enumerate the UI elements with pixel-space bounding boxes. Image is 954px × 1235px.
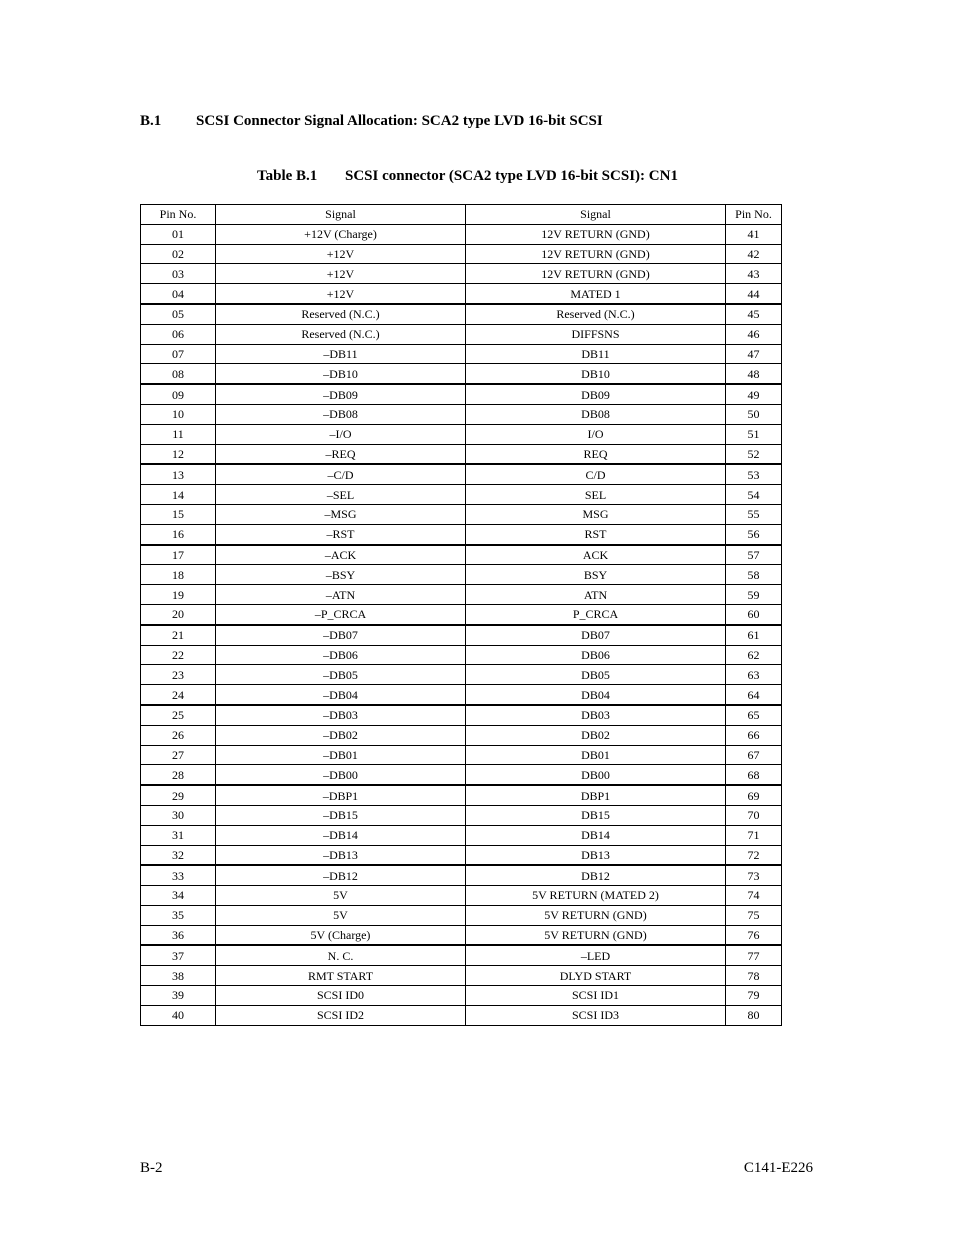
table-header-row: [141, 205, 782, 225]
cell-pin-no-right: 69: [726, 785, 782, 805]
cell-pin-no-right: 61: [726, 625, 782, 645]
cell-signal-right: C/D: [466, 464, 726, 484]
cell-pin-no-left: 23: [141, 665, 216, 685]
cell-signal-left: –DB01: [216, 745, 466, 765]
cell-pin-no-right: 64: [726, 685, 782, 705]
cell-signal-left: –REQ: [216, 444, 466, 464]
cell-signal-right: –LED: [466, 945, 726, 965]
cell-pin-no-right: 59: [726, 585, 782, 605]
cell-signal-left: Reserved (N.C.): [216, 304, 466, 324]
cell-pin-no-left: 14: [141, 485, 216, 505]
cell-signal-right: DB04: [466, 685, 726, 705]
pin-table: [140, 204, 782, 1026]
cell-signal-right: DBP1: [466, 785, 726, 805]
cell-pin-no-left: 07: [141, 344, 216, 364]
table-row: [141, 886, 782, 906]
cell-signal-left: RMT START: [216, 966, 466, 986]
cell-pin-no-left: 16: [141, 524, 216, 544]
cell-signal-right: SEL: [466, 485, 726, 505]
cell-signal-right: ATN: [466, 585, 726, 605]
cell-pin-no-left: 30: [141, 805, 216, 825]
cell-signal-right: DB07: [466, 625, 726, 645]
cell-signal-left: 5V: [216, 905, 466, 925]
table-row: [141, 545, 782, 565]
cell-signal-left: –I/O: [216, 424, 466, 444]
cell-pin-no-left: 12: [141, 444, 216, 464]
cell-signal-right: DB11: [466, 344, 726, 364]
cell-pin-no-right: 70: [726, 805, 782, 825]
cell-signal-right: DB00: [466, 765, 726, 785]
table-row: [141, 765, 782, 785]
cell-pin-no-right: 60: [726, 604, 782, 624]
cell-pin-no-right: 55: [726, 504, 782, 524]
cell-pin-no-right: 68: [726, 765, 782, 785]
cell-pin-no-left: 08: [141, 364, 216, 384]
cell-pin-no-right: 74: [726, 886, 782, 906]
cell-pin-no-left: 18: [141, 565, 216, 585]
table-row: [141, 304, 782, 324]
section-heading: [140, 113, 603, 130]
cell-signal-right: P_CRCA: [466, 604, 726, 624]
table-row: [141, 524, 782, 544]
page-number: B-2: [140, 1160, 163, 1176]
cell-pin-no-left: 20: [141, 604, 216, 624]
cell-signal-right: DIFFSNS: [466, 324, 726, 344]
table-row: [141, 585, 782, 605]
table-caption: [257, 168, 678, 185]
cell-pin-no-right: 75: [726, 905, 782, 925]
cell-signal-left: –RST: [216, 524, 466, 544]
cell-pin-no-right: 46: [726, 324, 782, 344]
cell-signal-right: ACK: [466, 545, 726, 565]
table-row: [141, 665, 782, 685]
table-row: [141, 604, 782, 624]
cell-pin-no-right: 67: [726, 745, 782, 765]
table-row: [141, 745, 782, 765]
cell-signal-left: Reserved (N.C.): [216, 324, 466, 344]
table-row: [141, 244, 782, 264]
cell-pin-no-left: 03: [141, 264, 216, 284]
cell-signal-right: DB02: [466, 725, 726, 745]
cell-pin-no-left: 11: [141, 424, 216, 444]
table-row: [141, 424, 782, 444]
header-signal-right: Signal: [466, 205, 726, 225]
cell-pin-no-left: 10: [141, 404, 216, 424]
cell-signal-left: –DB02: [216, 725, 466, 745]
cell-pin-no-left: 31: [141, 825, 216, 845]
table-title: SCSI connector (SCA2 type LVD 16-bit SCSI): CN1: [345, 168, 678, 184]
cell-signal-left: –ACK: [216, 545, 466, 565]
cell-pin-no-right: 44: [726, 284, 782, 304]
cell-signal-right: DB05: [466, 665, 726, 685]
cell-signal-right: SCSI ID3: [466, 1005, 726, 1025]
table-row: [141, 785, 782, 805]
cell-pin-no-left: 35: [141, 905, 216, 925]
cell-pin-no-right: 66: [726, 725, 782, 745]
table-row: [141, 645, 782, 665]
cell-signal-left: –SEL: [216, 485, 466, 505]
cell-pin-no-right: 71: [726, 825, 782, 845]
cell-signal-left: –DB07: [216, 625, 466, 645]
cell-pin-no-left: 17: [141, 545, 216, 565]
cell-signal-right: MSG: [466, 504, 726, 524]
cell-signal-left: –DB00: [216, 765, 466, 785]
cell-signal-left: –P_CRCA: [216, 604, 466, 624]
table-row: [141, 925, 782, 945]
table-row: [141, 725, 782, 745]
cell-signal-right: MATED 1: [466, 284, 726, 304]
cell-signal-right: BSY: [466, 565, 726, 585]
cell-signal-right: I/O: [466, 424, 726, 444]
cell-signal-right: DB13: [466, 845, 726, 865]
cell-pin-no-left: 19: [141, 585, 216, 605]
cell-pin-no-right: 77: [726, 945, 782, 965]
cell-pin-no-left: 15: [141, 504, 216, 524]
section-title: SCSI Connector Signal Allocation: SCA2 type LVD 16-bit SCSI: [196, 113, 603, 129]
cell-signal-left: –BSY: [216, 565, 466, 585]
cell-pin-no-left: 28: [141, 765, 216, 785]
document-code: C141-E226: [743, 1160, 813, 1176]
table-row: [141, 384, 782, 404]
cell-pin-no-right: 65: [726, 705, 782, 725]
cell-pin-no-left: 37: [141, 945, 216, 965]
cell-pin-no-left: 33: [141, 865, 216, 885]
cell-pin-no-right: 43: [726, 264, 782, 284]
cell-pin-no-left: 32: [141, 845, 216, 865]
cell-signal-right: 5V RETURN (MATED 2): [466, 886, 726, 906]
cell-pin-no-left: 27: [141, 745, 216, 765]
cell-pin-no-right: 80: [726, 1005, 782, 1025]
cell-pin-no-right: 79: [726, 986, 782, 1006]
cell-signal-left: +12V: [216, 264, 466, 284]
table-row: [141, 825, 782, 845]
cell-signal-right: DB10: [466, 364, 726, 384]
cell-signal-right: DB01: [466, 745, 726, 765]
cell-pin-no-right: 56: [726, 524, 782, 544]
cell-pin-no-left: 21: [141, 625, 216, 645]
cell-signal-right: DB09: [466, 384, 726, 404]
cell-signal-left: –C/D: [216, 464, 466, 484]
table-row: [141, 966, 782, 986]
table-row: [141, 565, 782, 585]
cell-pin-no-right: 45: [726, 304, 782, 324]
cell-pin-no-left: 06: [141, 324, 216, 344]
cell-pin-no-left: 24: [141, 685, 216, 705]
cell-pin-no-left: 04: [141, 284, 216, 304]
table-row: [141, 324, 782, 344]
cell-signal-left: –DB08: [216, 404, 466, 424]
cell-pin-no-left: 39: [141, 986, 216, 1006]
table-row: [141, 685, 782, 705]
cell-signal-right: DB14: [466, 825, 726, 845]
cell-pin-no-right: 57: [726, 545, 782, 565]
cell-signal-left: –DB11: [216, 344, 466, 364]
cell-signal-left: 5V: [216, 886, 466, 906]
table-row: [141, 464, 782, 484]
pin-table-body: [141, 224, 782, 1025]
cell-pin-no-right: 62: [726, 645, 782, 665]
cell-pin-no-right: 42: [726, 244, 782, 264]
table-number: Table B.1: [257, 168, 318, 184]
cell-pin-no-right: 47: [726, 344, 782, 364]
cell-pin-no-left: 13: [141, 464, 216, 484]
cell-pin-no-left: 25: [141, 705, 216, 725]
cell-signal-left: SCSI ID0: [216, 986, 466, 1006]
table-row: [141, 945, 782, 965]
cell-signal-left: N. C.: [216, 945, 466, 965]
cell-signal-left: –DB13: [216, 845, 466, 865]
cell-signal-right: 5V RETURN (GND): [466, 925, 726, 945]
cell-signal-left: –DB15: [216, 805, 466, 825]
table-row: [141, 905, 782, 925]
cell-signal-right: RST: [466, 524, 726, 544]
cell-pin-no-left: 36: [141, 925, 216, 945]
table-row: [141, 845, 782, 865]
table-row: [141, 485, 782, 505]
table-row: [141, 865, 782, 885]
table-row: [141, 805, 782, 825]
cell-pin-no-right: 63: [726, 665, 782, 685]
cell-signal-right: 5V RETURN (GND): [466, 905, 726, 925]
cell-signal-left: –DBP1: [216, 785, 466, 805]
cell-pin-no-left: 01: [141, 224, 216, 244]
cell-pin-no-left: 22: [141, 645, 216, 665]
cell-pin-no-right: 58: [726, 565, 782, 585]
cell-signal-right: DLYD START: [466, 966, 726, 986]
table-row: [141, 224, 782, 244]
cell-pin-no-right: 78: [726, 966, 782, 986]
table-row: [141, 986, 782, 1006]
cell-signal-left: –DB06: [216, 645, 466, 665]
cell-pin-no-right: 49: [726, 384, 782, 404]
cell-signal-right: DB15: [466, 805, 726, 825]
cell-signal-left: –DB10: [216, 364, 466, 384]
table-row: [141, 504, 782, 524]
cell-pin-no-left: 09: [141, 384, 216, 404]
cell-signal-left: –DB04: [216, 685, 466, 705]
cell-pin-no-left: 26: [141, 725, 216, 745]
cell-pin-no-right: 54: [726, 485, 782, 505]
cell-signal-left: –DB09: [216, 384, 466, 404]
cell-pin-no-left: 38: [141, 966, 216, 986]
cell-pin-no-left: 02: [141, 244, 216, 264]
table-row: [141, 264, 782, 284]
table-row: [141, 284, 782, 304]
header-pin-no-right: Pin No.: [726, 205, 782, 225]
cell-signal-left: +12V: [216, 284, 466, 304]
cell-signal-right: DB03: [466, 705, 726, 725]
cell-pin-no-left: 05: [141, 304, 216, 324]
cell-pin-no-left: 34: [141, 886, 216, 906]
cell-signal-left: –MSG: [216, 504, 466, 524]
table-row: [141, 404, 782, 424]
cell-signal-left: –DB12: [216, 865, 466, 885]
table-row: [141, 1005, 782, 1025]
cell-pin-no-right: 52: [726, 444, 782, 464]
cell-signal-right: REQ: [466, 444, 726, 464]
section-number: B.1: [140, 113, 162, 129]
cell-signal-right: 12V RETURN (GND): [466, 264, 726, 284]
cell-pin-no-right: 51: [726, 424, 782, 444]
cell-pin-no-right: 41: [726, 224, 782, 244]
table-row: [141, 364, 782, 384]
cell-pin-no-right: 72: [726, 845, 782, 865]
cell-signal-left: +12V (Charge): [216, 224, 466, 244]
table-row: [141, 344, 782, 364]
cell-signal-left: SCSI ID2: [216, 1005, 466, 1025]
cell-signal-left: –ATN: [216, 585, 466, 605]
cell-signal-right: SCSI ID1: [466, 986, 726, 1006]
cell-signal-right: DB08: [466, 404, 726, 424]
table-row: [141, 705, 782, 725]
table-row: [141, 625, 782, 645]
cell-pin-no-right: 50: [726, 404, 782, 424]
cell-pin-no-right: 76: [726, 925, 782, 945]
cell-signal-right: DB06: [466, 645, 726, 665]
cell-pin-no-right: 73: [726, 865, 782, 885]
cell-signal-left: +12V: [216, 244, 466, 264]
header-pin-no-left: Pin No.: [141, 205, 216, 225]
cell-signal-right: 12V RETURN (GND): [466, 224, 726, 244]
cell-signal-left: 5V (Charge): [216, 925, 466, 945]
cell-signal-right: DB12: [466, 865, 726, 885]
header-signal-left: Signal: [216, 205, 466, 225]
cell-signal-left: –DB14: [216, 825, 466, 845]
cell-pin-no-left: 29: [141, 785, 216, 805]
table-row: [141, 444, 782, 464]
cell-signal-right: Reserved (N.C.): [466, 304, 726, 324]
cell-signal-left: –DB05: [216, 665, 466, 685]
cell-pin-no-right: 48: [726, 364, 782, 384]
cell-pin-no-right: 53: [726, 464, 782, 484]
cell-pin-no-left: 40: [141, 1005, 216, 1025]
cell-signal-left: –DB03: [216, 705, 466, 725]
cell-signal-right: 12V RETURN (GND): [466, 244, 726, 264]
